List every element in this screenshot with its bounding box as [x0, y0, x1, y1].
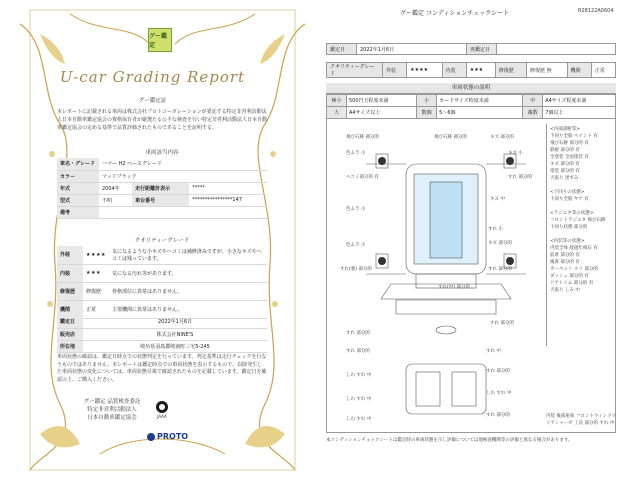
legend-label: 数個 [417, 107, 437, 119]
inspection-note-line: 下回り全般 ヤケ 有 [550, 197, 589, 202]
engine-label: 機関 [567, 63, 591, 78]
diagram-note: 色ムラ 小 [346, 243, 366, 248]
sheet-title: グー鑑定 コンディションチェックシート [400, 10, 510, 17]
diagram-note: すれ(中) 部分的 [438, 285, 470, 290]
org-line: 特定非営利活動法人 [87, 407, 137, 413]
inspection-note-line: 飛び石跡 部分的 有 [550, 141, 589, 146]
diagram-note: キズ 小 [508, 151, 523, 156]
diagram-note: すれ 部分的 [488, 267, 512, 272]
inspection-note-line: <内装等の状態> [550, 239, 585, 244]
exterior-stars: ★★★★ [83, 246, 109, 264]
logo-text: グー鑑定 [149, 33, 168, 49]
vehicle-info-table [57, 158, 267, 219]
table-row [327, 107, 616, 119]
address-value: 岐阜県羽島郡岐南町三宅5-245 [83, 340, 267, 352]
diagram-note: 色ムラ 小 [346, 151, 366, 156]
table-row [57, 316, 267, 328]
intro-paragraph: 本レポートに記載される車両は株式会社プロトコーポレーションが委託する特定非営利活動法人日本自動車鑑定協会の資格保有者が厳選たる公平な検査を行い特定非営利活動法人日本自動車鑑定協会の定める基準で品質評価されたものであることを証明する。 [57, 109, 268, 131]
chassis-label: 車台番号 [132, 194, 189, 206]
sheet-footer-note: 本コンディションチェックシートは鑑定時の車両状態を示し評価については他検査機関等の評価と異なる場合があります。 [326, 438, 573, 443]
repair-label: 修復歴 [495, 63, 526, 78]
table-row [57, 206, 267, 218]
repair-value: 修復歴 無 [527, 63, 568, 78]
appraisal-table [57, 316, 267, 353]
legend-label: 極小 [327, 95, 347, 107]
table-row [57, 246, 267, 264]
table-row [327, 44, 616, 55]
interior-text: 気になる汚れ等があります。 [109, 264, 267, 282]
diagram-note: しわ すれ 中 [346, 373, 372, 378]
diagram-note: しわ すれ 中 [346, 397, 372, 402]
proto-text: PROTO [157, 432, 189, 441]
legend-label: 小 [417, 95, 437, 107]
int-value: ★★★ [466, 63, 495, 78]
model-label: 型式 [57, 194, 99, 206]
table-row [57, 182, 267, 194]
grade-label: クオリティーグレード [327, 63, 383, 78]
goo-appraisal-logo [148, 28, 172, 52]
inspection-note-line: フロントラジエタ 飛び石跡 [550, 218, 606, 223]
shop-value: 株式会社NINE'S [83, 328, 267, 340]
mileage-label: 走行距離計表示 [132, 182, 189, 194]
size-legend [326, 94, 616, 119]
inspection-note-line: <ラジエタ等の状態> [550, 211, 594, 216]
inspection-note-line: カーペット スリ 部分的 [550, 267, 598, 272]
proto-mark-icon [147, 433, 155, 441]
diagram-note: キズ 部分的 [490, 135, 514, 140]
repair-label: 修復歴 [57, 282, 83, 300]
table-row [327, 95, 616, 107]
ext-label: 外装 [383, 63, 407, 78]
shop-label: 販売店 [57, 328, 83, 340]
engine-value: 正常 [591, 63, 615, 78]
diagram-note: 飛び石跡 部分的 [346, 135, 379, 140]
inspection-note-line: 塗装 部分的 有 [550, 169, 580, 174]
diagram-note: すれ(裏) 部分的 [340, 267, 372, 272]
exterior-label: 外装 [57, 246, 83, 264]
legend-label: 大 [327, 107, 347, 119]
remarks-label: 備考 [57, 206, 99, 218]
vehicle-diagram [346, 124, 546, 430]
legend-value: A4サイズ以上 [347, 107, 417, 119]
ext-value: ★★★★ [407, 63, 442, 78]
year-label: 年式 [57, 182, 99, 194]
diagram-note: キズ 部分的 [488, 241, 512, 246]
jaaa-logo [150, 400, 174, 420]
table-row [57, 282, 267, 300]
diagram-note: 飛び石跡 部分的 [434, 135, 467, 140]
inspection-note-line: 前席 部分的 有 [550, 253, 580, 258]
remarks-value [99, 206, 267, 218]
address-label: 所在地 [57, 340, 83, 352]
table-row [57, 264, 267, 282]
table-row [57, 158, 267, 170]
diagram-note: すれ 小 [488, 227, 503, 232]
quality-section-title: クオリティーグレード [134, 238, 190, 244]
inspection-note-line: ドアトリム 部分的 有 [550, 281, 594, 286]
name-label: 車名・グレード [57, 158, 99, 170]
disclaimer-paragraph: 車両状態の確認は、鑑定日時点での状態判定を行っています。判定基準は走行チェックを行なうものではありません。本レポートは鑑定時点での車両状態を表示するもので、以降発生した車両状態の変化については、車両状態目視で確認されたものを記載しています。鑑定日を確認の上、ご購入ください。 [57, 354, 267, 383]
legend-value: 5～6個 [437, 107, 523, 119]
legend-value: 500円玉程度未満 [347, 95, 417, 107]
renewal-label: 再鑑定日 [467, 44, 497, 55]
vehicle-section-title: 車両該当内容 [145, 150, 179, 156]
report-title: U-car Grading Report [59, 68, 246, 86]
inspection-note-line: <内部診断等> [550, 127, 581, 132]
diagram-note: すれ 部分的 [346, 349, 370, 354]
org-line: グー鑑定 品質検査委託 [83, 399, 141, 405]
color-label: カラー [57, 170, 99, 182]
diagram-note: すれ 部分的 [490, 321, 514, 326]
legend-label: 中 [523, 95, 543, 107]
inspection-note-line: 後席 部分的 有 [550, 260, 580, 265]
inspection-note-line: キズ 部分的 有 [550, 162, 580, 167]
year-value: 2004年 [99, 182, 132, 194]
renewal-value [497, 44, 616, 55]
inspection-note-line: 全塗装 全面塗装 有 [550, 155, 589, 160]
sheet-code: R28122A0604 [578, 8, 614, 14]
legend-value: カードサイズ程度未満 [437, 95, 523, 107]
diagram-note: 色ムラ 小 [346, 207, 366, 212]
organization-name [72, 398, 152, 422]
jaaa-text: JAAA [157, 414, 167, 419]
model-value: 不明 [99, 194, 132, 206]
legend-label: 複数 [523, 107, 543, 119]
table-row [57, 194, 267, 206]
sheet-grade-row [326, 62, 616, 78]
diagram-note: すれ 中 [486, 349, 501, 354]
interior-bottom-note: 内装 後部座席 フロントウィンドウ リアシャーゼ 工具 部分的 すれ 中 [546, 414, 617, 426]
mileage-value: ***** [189, 182, 267, 194]
inspection-note-line: 下回り全般 ペイント 有 [550, 134, 598, 139]
diagram-title: 車両状態の説明 [326, 83, 616, 94]
engine-label: 機関 [57, 300, 83, 318]
inspection-note-line: <下回りの状態> [550, 190, 585, 195]
legend-value: 7個以上 [543, 107, 616, 119]
proto-logo [147, 432, 188, 441]
diagram-note: すれ 部分的 [486, 369, 510, 374]
sheet-date-value: 2022年1月6日 [357, 44, 467, 55]
engine-value: 正常 [83, 300, 109, 318]
diagram-note: すれ 部分的 [486, 413, 510, 418]
repair-text: 骨格部位に異常はありません。 [109, 282, 267, 300]
table-row [57, 328, 267, 340]
inspection-note-line: 内装全体 経過年相応 有 [550, 246, 598, 251]
inspection-note-line: ダッシュ 部分的 有 [550, 274, 589, 279]
sheet-date-label: 鑑定日 [327, 44, 357, 55]
engine-text: 主要機関に異常はありません。 [109, 300, 267, 318]
table-row [327, 63, 616, 78]
inspection-note-line [550, 182, 613, 189]
inspection-note-line: 天張り しみ 中 [550, 288, 580, 293]
chassis-value: ****************147 [189, 194, 267, 206]
repair-value: 修復歴 [83, 282, 109, 300]
report-subtitle: グー鑑定証 [138, 98, 167, 104]
date-label: 鑑定日 [57, 316, 83, 328]
exterior-text: 気になるような小キズやヘコミは補修済みですが、小さなキズやヘコミは残っています。 [109, 246, 267, 264]
inspection-note-line [550, 231, 613, 238]
sheet-date-row [326, 43, 616, 55]
table-row [57, 340, 267, 352]
diagram-note: しわ すれ 中 [346, 417, 372, 422]
interior-stars: ★★★ [83, 264, 109, 282]
legend-value: A4サイズ程度未満 [543, 95, 616, 107]
inspection-notes-panel [546, 124, 616, 346]
inspection-note-line: 下回り状態 部分的 [550, 225, 588, 230]
diagram-note: すれ 部分的 [508, 175, 532, 180]
interior-label: 内装 [57, 264, 83, 282]
inspection-note-line: 鉄板 部分的 有 [550, 148, 580, 153]
diagram-note: ヘコミ部分的 有 [346, 175, 379, 180]
color-value: マッドブラック [99, 170, 267, 182]
org-line: 日本自動車鑑定協会 [87, 415, 137, 421]
inspection-note-line [550, 203, 613, 210]
diagram-note: しわ すれ 中 [486, 391, 512, 396]
diagram-note: キズ 中 [490, 197, 505, 202]
quality-table [57, 246, 267, 319]
date-value: 2022年1月6日 [83, 316, 267, 328]
name-value: ハマー H2 ベースグレード [99, 158, 267, 170]
inspection-note-line: 天張り 黒ずみ [550, 176, 579, 181]
table-row [57, 170, 267, 182]
int-label: 内装 [442, 63, 466, 78]
diagram-note: すれ 部分的 [346, 331, 370, 336]
